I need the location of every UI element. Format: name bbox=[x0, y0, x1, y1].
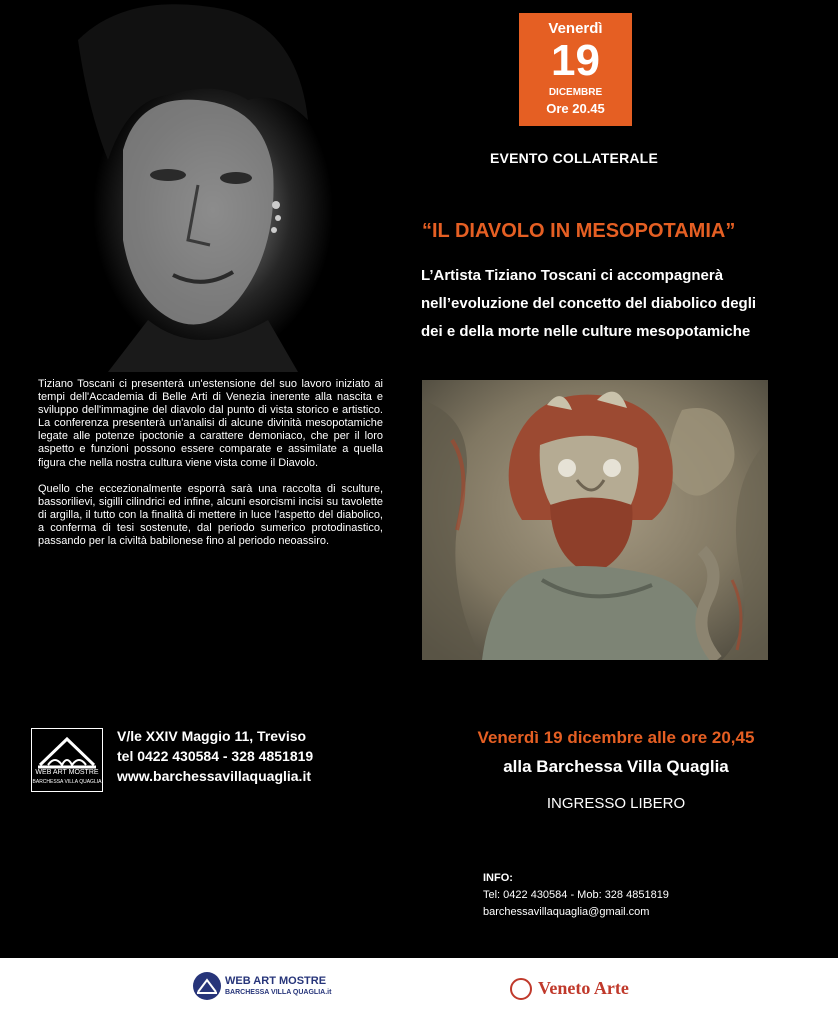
info-heading: INFO: bbox=[483, 872, 513, 884]
event-venue: alla Barchessa Villa Quaglia bbox=[503, 757, 729, 776]
event-datetime: Venerdì 19 dicembre alle ore 20,45 bbox=[477, 728, 755, 747]
footer-web-art-mostre-logo bbox=[193, 972, 332, 1006]
address-phone: tel 0422 430584 - 328 4851819 bbox=[117, 748, 314, 764]
footer-wam-line2: BARCHESSA VILLA QUAGLIA.it bbox=[225, 989, 332, 996]
address-website[interactable]: www.barchessavillaquaglia.it bbox=[117, 768, 311, 784]
body-paragraph: Tiziano Toscani ci presenterà un'estensione del suo lavoro iniziato ai tempi dell'Accademia di Belle Arti di Venezia inerente alla nascita e sviluppo dell'immagine del diavolo dal punto di vista storico e artistico. La conferenza presenterà un'analisi di alcune divinità mesopotamiche legate alle potenze ipoctonie a carattere demoniaco, che per il loro aspetto e funzioni possono essere comparate e assimilate a quella figura che nella nostra cultura viene vista come il Diavolo. bbox=[38, 378, 383, 469]
footer-arch-icon bbox=[193, 972, 221, 1000]
logo-line1: WEB ART MOSTRE bbox=[35, 769, 99, 776]
footer-veneto-arte-logo bbox=[510, 976, 650, 1006]
address-block bbox=[117, 726, 313, 786]
event-title: “IL DIAVOLO IN MESOPOTAMIA” bbox=[422, 220, 736, 242]
date-month: DICEMBRE bbox=[548, 87, 603, 98]
artist-portrait-photo bbox=[38, 0, 338, 372]
web-art-mostre-logo bbox=[31, 728, 103, 792]
date-box bbox=[519, 13, 632, 126]
footer-veneto-arte-text: Veneto Arte bbox=[538, 978, 629, 998]
body-paragraph: Quello che eccezionalmente esporrà sarà una raccolta di sculture, bassorilievi, sigilli cilindrici ed infine, alcuni esorcismi incisi su tavolette di argilla, il tutto con la finalità di mettere in luce l'aspetto del diabolico, a conferma di tesi sostenute, dal periodo sumerico protodinastico, passando per la civiltà babilonese fino al periodo neoassiro. bbox=[38, 482, 383, 548]
event-label: EVENTO COLLATERALE bbox=[490, 150, 658, 166]
info-email[interactable]: barchessavillaquaglia@gmail.com bbox=[483, 906, 650, 918]
date-day-number: 19 bbox=[551, 36, 600, 85]
body-text bbox=[38, 378, 383, 548]
veneto-arte-seal-icon bbox=[510, 978, 532, 1000]
intro-line: nell’evoluzione del concetto del diabolico degli bbox=[421, 295, 757, 312]
mesopotamian-relief-photo bbox=[422, 380, 768, 660]
arch-icon bbox=[32, 731, 102, 771]
date-day-name: Venerdì bbox=[548, 20, 603, 37]
intro-line: L’Artista Tiziano Toscani ci accompagnerà bbox=[421, 267, 724, 284]
date-time: Ore 20.45 bbox=[546, 101, 605, 116]
info-block bbox=[483, 870, 669, 921]
intro-line: dei e della morte nelle culture mesopotamiche bbox=[421, 323, 751, 340]
intro-text bbox=[421, 262, 821, 346]
footer-sponsors bbox=[0, 958, 838, 1024]
address-street: V/le XXIV Maggio 11, Treviso bbox=[117, 728, 307, 744]
footer-wam-line1: WEB ART MOSTRE bbox=[225, 975, 327, 987]
logo-line2: BARCHESSA VILLA QUAGLIA bbox=[32, 779, 102, 785]
info-phone: Tel: 0422 430584 - Mob: 328 4851819 bbox=[483, 889, 669, 901]
entry-info: INGRESSO LIBERO bbox=[546, 795, 686, 812]
